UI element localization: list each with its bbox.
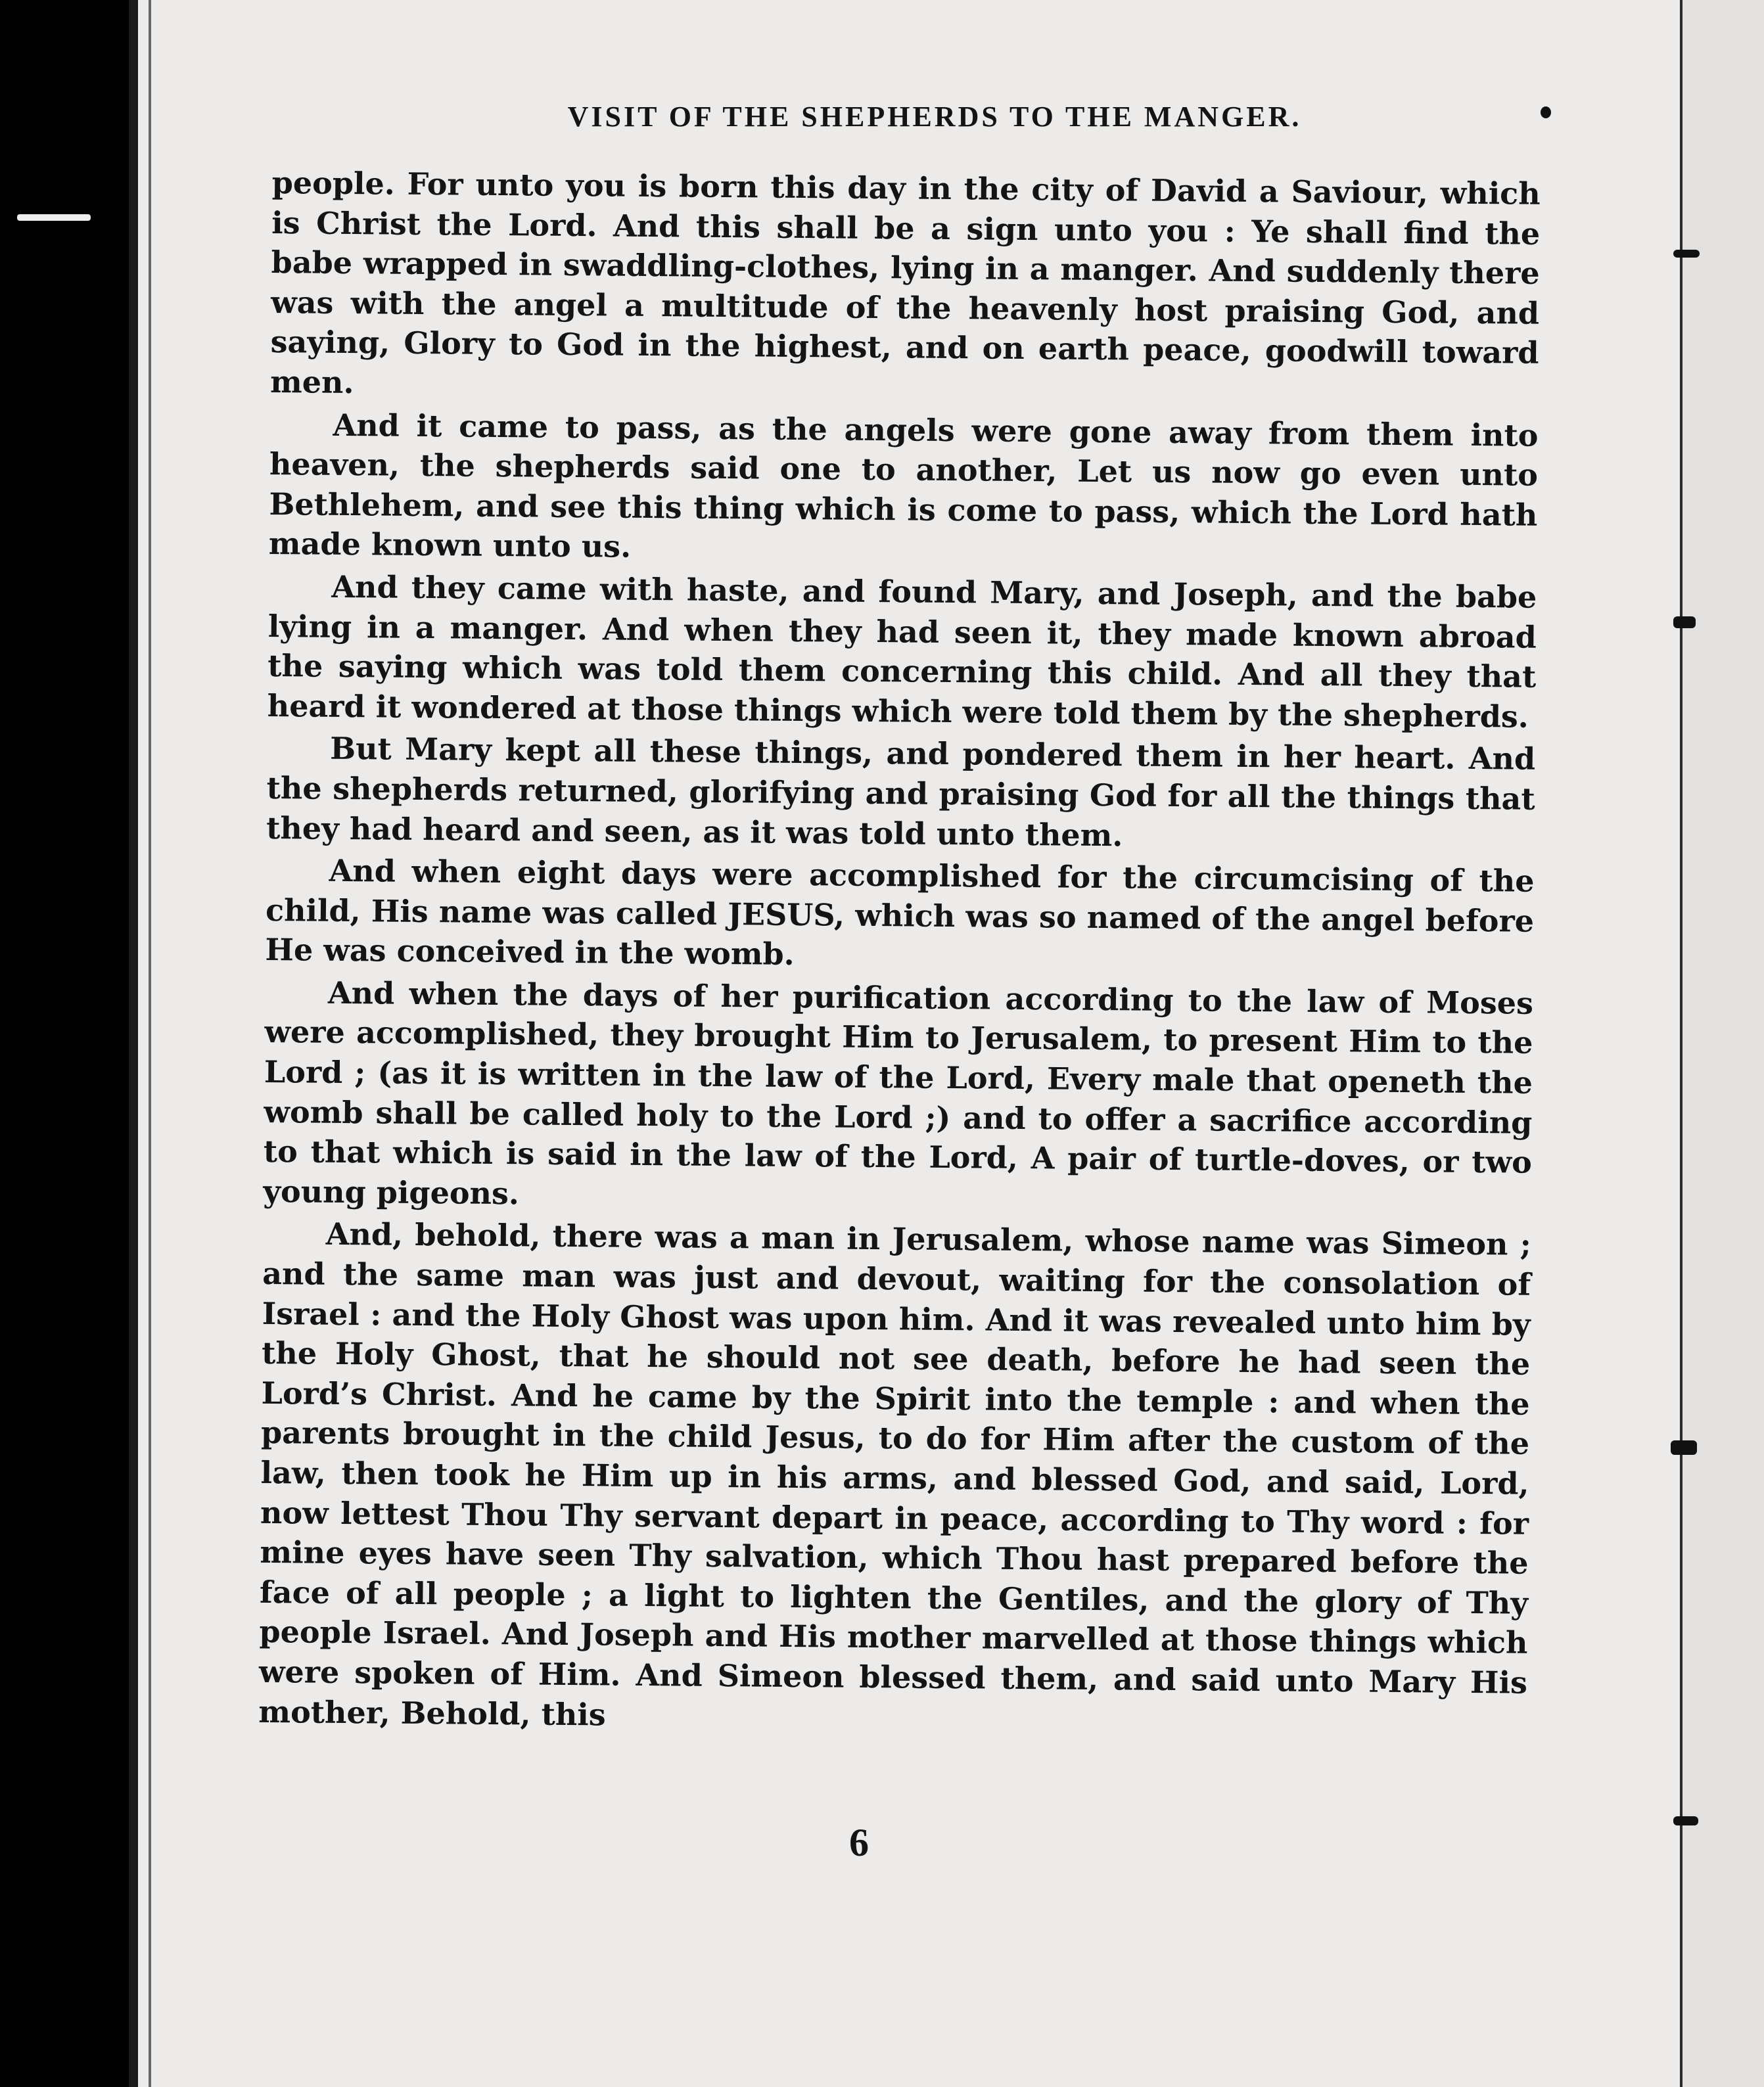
paragraph: And when the days of her purification according to the law of Moses were accomplished, they brought Him to Jerusalem, to present Him to the Lord ; (as it is written in the law of the Lord, Every male that openeth the womb shall be called holy to the Lord ;) and to offer a sacrifice according to that which is said in the law of the Lord, A pair of turtle-doves, or two young pigeons. [263, 975, 1534, 1212]
adjacent-page-strip [1680, 0, 1764, 2087]
margin-mark [1673, 250, 1700, 258]
paragraph: And when eight days were accomplished for the circumcising of the child, His name was called JESUS, which was so named of the angel before He was conceived in the womb. [265, 852, 1535, 973]
paragraph: And, behold, there was a man in Jerusalem, whose name was Simeon ; and the same man was just and devout, waiting for the consolation of Israel : and the Holy Ghost was upon him. And it was revealed unto him by the Holy Ghost, that he should not see death, before he had seen the Lord’s Christ. And he came by the Spirit into the temple : and when the parents brought in the child Jesus, to do for Him after the custom of the law, then took he Him up in his arms, and blessed God, and said, Lord, now lettest Thou Thy servant depart in peace, according to Thy word : for mine eyes have seen Thy salvation, which Thou hast prepared before the face of all people ; a light to lighten the Gentiles, and the glory of Thy people Israel. And Joseph and His mother marvelled at those things which were spoken of Him. And Simeon blessed them, and said unto Mary His mother, Behold, this [258, 1216, 1531, 1733]
body-text [258, 163, 1541, 1745]
paragraph: people. For unto you is born this day in the city of David a Saviour, which is Christ the Lord. And this shall be a sign unto you : Ye shall find the babe wrapped in swaddling-clothes, lying in a manger. And suddenly there was with the angel a multitude of the heavenly host praising God, and saying, Glory to God in the highest, and on earth peace, goodwill toward men. [269, 164, 1541, 401]
margin-mark [1671, 1440, 1697, 1455]
running-head: VISIT OF THE SHEPHERDS TO THE MANGER. [567, 101, 1302, 133]
paragraph: And they came with haste, and found Mary, and Joseph, and the babe lying in a manger. And when they had seen it, they made known abroad the saying which was told them concerning this child. And all they that heard it wondered at those things which were told them by the shepherds. [267, 568, 1537, 735]
paragraph: But Mary kept all these things, and pondered them in her heart. And the shepherds returned, glorifying and praising God for all the things that they had heard and seen, as it was told unto them. [266, 731, 1536, 853]
page-binding-shadow [149, 0, 151, 2087]
scan-artifact [17, 214, 91, 221]
page-binding-edge [129, 0, 138, 2087]
margin-mark [1673, 1816, 1698, 1825]
paragraph: And it came to pass, as the angels were gone away from them into heaven, the shepherds said one to another, Let us now go even unto Bethlehem, and see this thing which is come to pass, which the Lord hath made known unto us. [268, 407, 1539, 565]
page-number: 6 [849, 1821, 869, 1864]
margin-mark [1673, 616, 1696, 628]
